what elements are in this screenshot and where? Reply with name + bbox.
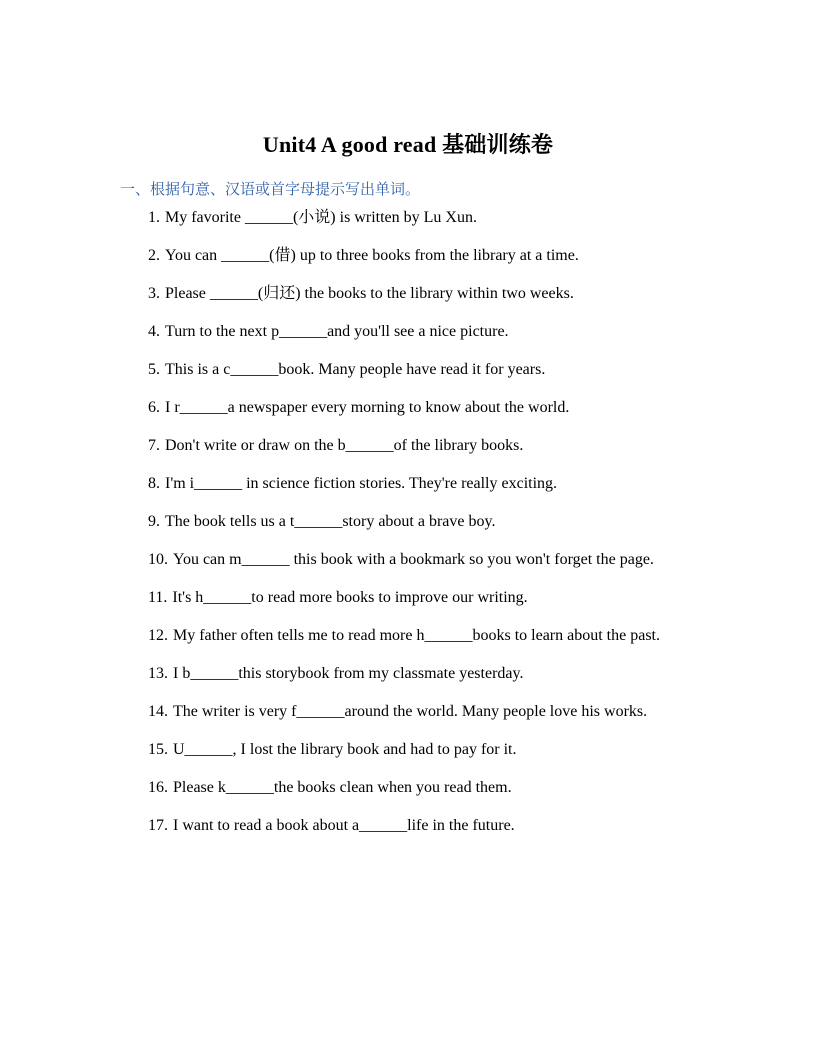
- question-number: 16.: [148, 779, 168, 796]
- question-number: 15.: [148, 741, 168, 758]
- question-item: [120, 662, 700, 686]
- question-text: I r______a newspaper every morning to know about the world.: [165, 399, 570, 416]
- question-item: [120, 434, 700, 458]
- question-text: Don't write or draw on the b______of the library books.: [165, 437, 524, 454]
- question-text: It's h______to read more books to improve our writing.: [172, 589, 528, 606]
- question-text: My father often tells me to read more h______books to learn about the past.: [173, 627, 660, 644]
- question-text: Turn to the next p______and you'll see a nice picture.: [165, 323, 509, 340]
- question-number: 3.: [148, 285, 160, 302]
- question-item: [120, 472, 700, 496]
- question-text: This is a c______book. Many people have read it for years.: [165, 361, 546, 378]
- question-number: 2.: [148, 247, 160, 264]
- question-text: I want to read a book about a______life in the future.: [173, 817, 515, 834]
- question-text: You can ______(借) up to three books from the library at a time.: [165, 247, 579, 264]
- question-text: The writer is very f______around the world. Many people love his works.: [173, 703, 648, 720]
- question-text: Please ______(归还) the books to the library within two weeks.: [165, 285, 574, 302]
- question-text: The book tells us a t______story about a brave boy.: [165, 513, 496, 530]
- question-number: 17.: [148, 817, 168, 834]
- question-text: You can m______ this book with a bookmark so you won't forget the page.: [173, 551, 654, 568]
- question-number: 8.: [148, 475, 160, 492]
- question-item: [120, 738, 700, 762]
- question-number: 11.: [148, 589, 168, 606]
- question-number: 1.: [148, 209, 160, 226]
- question-number: 12.: [148, 627, 168, 644]
- question-number: 5.: [148, 361, 160, 378]
- question-text: I b______this storybook from my classmate yesterday.: [173, 665, 524, 682]
- question-number: 4.: [148, 323, 160, 340]
- section-heading: 一、根据句意、汉语或首字母提示写出单词。: [120, 180, 421, 198]
- question-item: [120, 396, 700, 420]
- question-item: [120, 358, 700, 382]
- question-item: [120, 206, 700, 230]
- question-number: 7.: [148, 437, 160, 454]
- question-item: [120, 548, 700, 572]
- question-number: 6.: [148, 399, 160, 416]
- question-item: [120, 776, 700, 800]
- question-number: 9.: [148, 513, 160, 530]
- question-item: [120, 700, 700, 724]
- question-text: I'm i______ in science fiction stories. They're really exciting.: [165, 475, 558, 492]
- question-number: 10.: [148, 551, 168, 568]
- question-item: [120, 510, 700, 534]
- question-item: [120, 282, 700, 306]
- question-item: [120, 244, 700, 268]
- question-item: [120, 320, 700, 344]
- question-item: [120, 624, 700, 648]
- question-list: [120, 206, 700, 852]
- question-number: 13.: [148, 665, 168, 682]
- question-text: My favorite ______(小说) is written by Lu Xun.: [165, 209, 477, 226]
- question-item: [120, 814, 700, 838]
- question-item: [120, 586, 700, 610]
- question-text: Please k______the books clean when you read them.: [173, 779, 512, 796]
- page-title: Unit4 A good read 基础训练卷: [262, 132, 554, 157]
- question-text: U______, I lost the library book and had to pay for it.: [173, 741, 517, 758]
- question-number: 14.: [148, 703, 168, 720]
